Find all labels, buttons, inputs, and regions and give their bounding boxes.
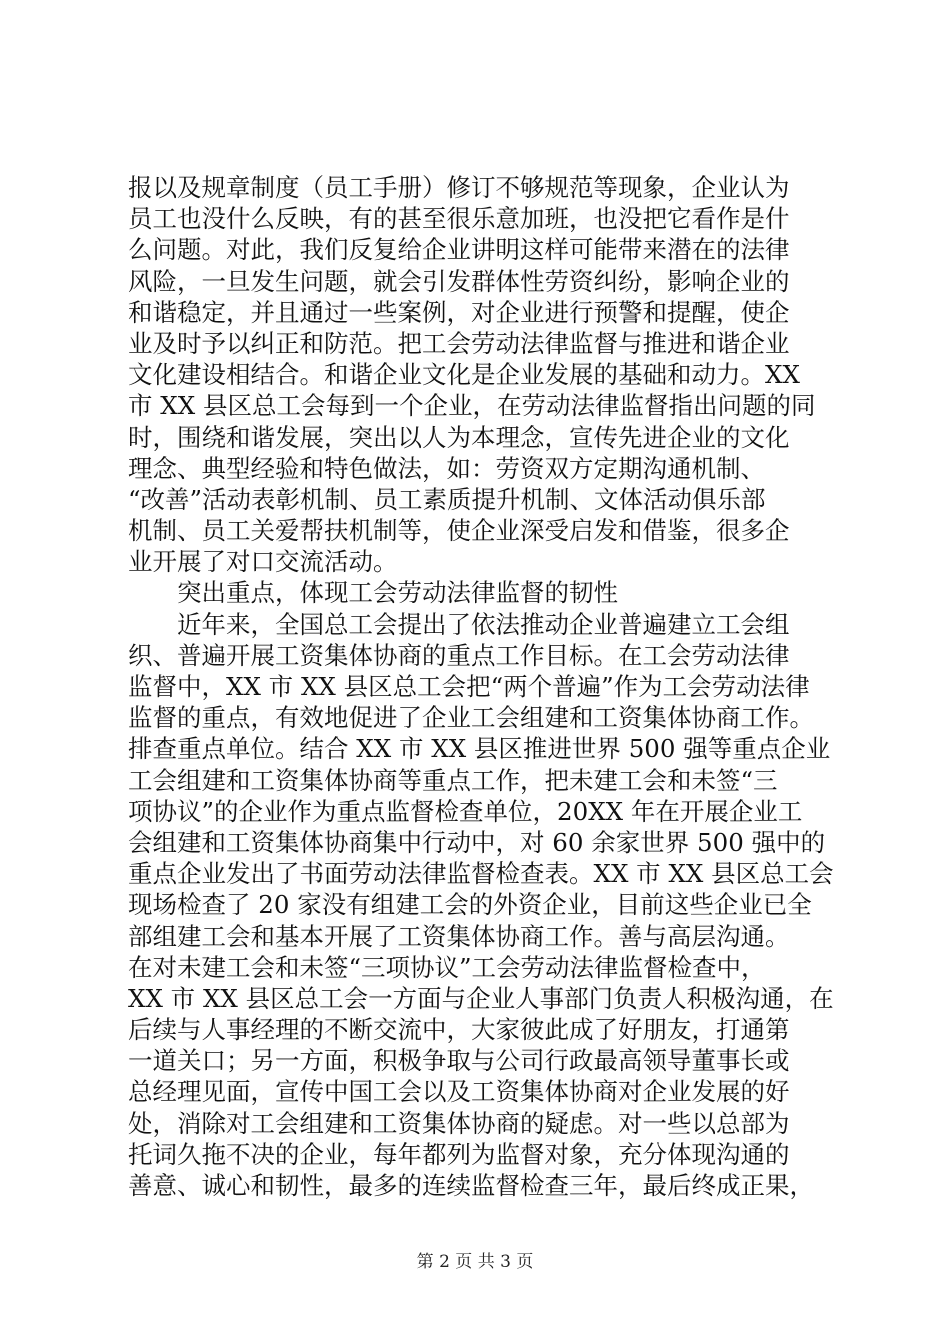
text-line: 报以及规章制度（员工手册）修订不够规范等现象，企业认为 [128, 173, 790, 202]
text-line: 排查重点单位。结合 XX 市 XX 县区推进世界 500 强等重点企业 [128, 734, 831, 764]
text-line: 么问题。对此，我们反复给企业讲明这样可能带来潜在的法律 [128, 235, 790, 265]
text-line: 工会组建和工资集体协商等重点工作，把未建工会和未签“三 [128, 765, 778, 795]
text-line: 托词久拖不决的企业，每年都列为监督对象，充分体现沟通的 [128, 1139, 790, 1169]
text-line: 项协议”的企业作为重点监督检查单位，20XX 年在开展企业工 [128, 796, 803, 826]
text-line: 文化建设相结合。和谐企业文化是企业发展的基础和动力。XX [128, 360, 800, 390]
text-line: 业及时予以纠正和防范。把工会劳动法律监督与推进和谐企业 [128, 328, 790, 358]
text-line: 监督的重点，有效地促进了企业工会组建和工资集体协商工作。 [128, 703, 814, 733]
text-line: 织、普遍开展工资集体协商的重点工作目标。在工会劳动法律 [128, 640, 790, 670]
text-line: 重点企业发出了书面劳动法律监督检查表。XX 市 XX 县区总工会 [128, 859, 834, 889]
text-line: XX 市 XX 县区总工会一方面与企业人事部门负责人积极沟通，在 [128, 983, 834, 1013]
page-number-label: 第 2 页 共 3 页 [416, 1252, 534, 1272]
text-line: 在对未建工会和未签“三项协议”工会劳动法律监督检查中， [128, 952, 766, 982]
text-line: “改善”活动表彰机制、员工素质提升机制、文体活动俱乐部 [128, 484, 766, 514]
text-line: 善意、诚心和韧性，最多的连续监督检查三年，最后终成正果， [128, 1171, 814, 1200]
section-heading: 突出重点，体现工会劳动法律监督的韧性 [177, 578, 618, 608]
text-line: 后续与人事经理的不断交流中，大家彼此成了好朋友，打通第 [128, 1015, 790, 1045]
text-line: 一道关口；另一方面，积极争取与公司行政最高领导董事长或 [128, 1046, 790, 1076]
document-body [128, 172, 834, 1201]
text-line: 部组建工会和基本开展了工资集体协商工作。善与高层沟通。 [128, 921, 790, 951]
text-line: 理念、典型经验和特色做法，如：劳资双方定期沟通机制、 [128, 453, 765, 483]
text-line: 会组建和工资集体协商集中行动中，对 60 余家世界 500 强中的 [128, 827, 826, 857]
text-line: 现场检查了 20 家没有组建工会的外资企业，目前这些企业已全 [128, 890, 812, 920]
text-line: 机制、员工关爱帮扶机制等，使企业深受启发和借鉴，很多企 [128, 516, 790, 546]
page-footer [0, 1251, 950, 1273]
text-line: 风险，一旦发生问题，就会引发群体性劳资纠纷，影响企业的 [128, 266, 790, 296]
text-line: 和谐稳定，并且通过一些案例，对企业进行预警和提醒，使企 [128, 297, 790, 327]
text-line: 总经理见面，宣传中国工会以及工资集体协商对企业发展的好 [128, 1077, 790, 1107]
text-line: 监督中，XX 市 XX 县区总工会把“两个普遍”作为工会劳动法律 [128, 672, 810, 701]
text-line: 时，围绕和谐发展，突出以人为本理念，宣传先进企业的文化 [128, 422, 790, 452]
paragraph-first-line: 近年来，全国总工会提出了依法推动企业普遍建立工会组 [177, 609, 790, 639]
text-line: 市 XX 县区总工会每到一个企业，在劳动法律监督指出问题的同 [128, 391, 816, 421]
text-line: 员工也没什么反映，有的甚至很乐意加班，也没把它看作是什 [128, 204, 790, 234]
text-line: 处，消除对工会组建和工资集体协商的疑虑。对一些以总部为 [128, 1108, 790, 1138]
text-line: 业开展了对口交流活动。 [128, 547, 398, 577]
